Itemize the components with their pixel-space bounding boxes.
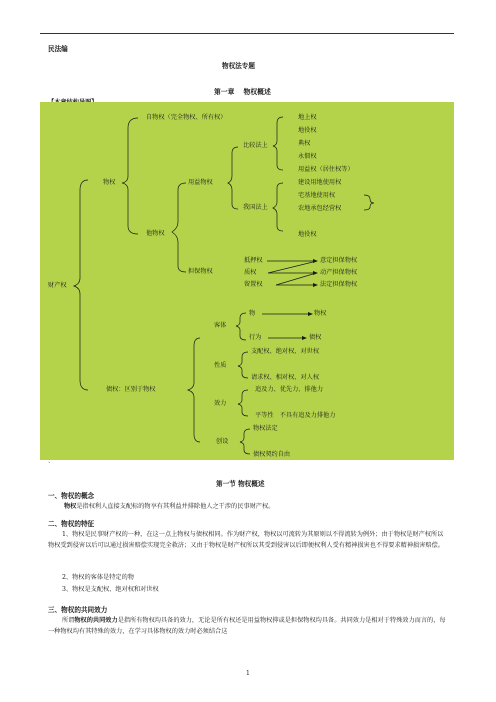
db-left: 抵押权 xyxy=(244,257,263,264)
concept-lead: 物权 xyxy=(64,503,77,510)
map-xiaoli: 效力 xyxy=(214,400,227,407)
stray-mark: ` xyxy=(48,462,52,469)
map-tawu: 他物权 xyxy=(146,230,165,237)
map-root: 财产权 xyxy=(48,282,67,289)
feature-item-3: 3、物权是支配权、绝对权和对世权 xyxy=(62,586,159,593)
effect-pre: 所谓 xyxy=(62,617,75,624)
effect-paragraph xyxy=(48,616,448,637)
concept-text xyxy=(64,503,274,511)
keti-wu: 物 xyxy=(249,310,256,317)
section-title: 第一节 物权概述 xyxy=(216,480,265,488)
map-bijiaofa: 比较法上 xyxy=(243,142,268,149)
concept-body: 是指权利人直接支配标的物享有其利益并排除他人之干涉的民事财产权。 xyxy=(76,503,275,510)
keti-wuquan: 物权 xyxy=(314,310,327,317)
effect-lead: 物权的共同效力 xyxy=(74,617,118,624)
map-diyi: 地役权 xyxy=(298,231,317,238)
heading-concept: 一、物权的概念 xyxy=(48,492,95,500)
bj-item: 用益权（居住权等） xyxy=(298,166,354,173)
top-rule xyxy=(40,33,454,34)
map-xingzhi: 性质 xyxy=(214,362,227,369)
keti-xingwei: 行为 xyxy=(249,334,262,341)
map-woguofa: 我国法上 xyxy=(243,204,268,211)
db-right: 法定担保物权 xyxy=(320,281,358,288)
xz-1: 支配权、绝对权、对世权 xyxy=(251,348,320,355)
db-left: 留置权 xyxy=(244,281,263,288)
section-label: 民法编 xyxy=(48,45,68,53)
xl-2: 平等性 不具有追及力排他力 xyxy=(255,412,336,419)
db-right: 意定担保物权 xyxy=(320,257,358,264)
xl-1: 追及力、优先力、排他力 xyxy=(255,386,324,393)
map-danbao: 担保物权 xyxy=(188,268,213,275)
keti-zhaiquan: 债权 xyxy=(309,334,322,341)
topic-title: 物权法专题 xyxy=(222,62,255,70)
db-right: 动产担保物权 xyxy=(320,269,358,276)
bj-item: 典权 xyxy=(298,140,311,147)
map-yongyi: 用益物权 xyxy=(188,179,213,186)
bj-item: 永佃权 xyxy=(298,153,317,160)
xz-2: 请求权、相对权、对人权 xyxy=(251,374,320,381)
chapter-title: 第一章 物权概述 xyxy=(214,88,271,96)
cs-2: 债权契约自由 xyxy=(253,451,291,458)
effect-body: 是指所有物权均具备的效力，无论是所有权还是用益物权抑或是担保物权均具备。共同效力是相对于特殊效力而言的，每一种物权均有其特殊的效力，在学习具体物权的效力时必须结合这 xyxy=(48,617,446,635)
page-number: 1 xyxy=(246,670,250,677)
heading-effect: 三、物权的共同效力 xyxy=(48,606,108,614)
wg-item: 建设用地使用权 xyxy=(298,179,342,186)
db-left: 质权 xyxy=(244,269,257,276)
map-chuangshe: 创设 xyxy=(216,438,229,445)
wg-item: 农地承包经营权 xyxy=(298,205,342,212)
map-keti: 客体 xyxy=(214,322,227,329)
map-wuquan: 物权 xyxy=(103,179,116,186)
map-zhaiquan: 债权：区别于物权 xyxy=(106,386,156,393)
feature-item-2: 2、物权的客体是特定的物 xyxy=(62,574,134,581)
heading-features: 二、物权的特征 xyxy=(48,520,95,528)
feature-paragraph-1: 1、物权是民事财产权的一种，在这一点上物权与债权相同。作为财产权，物权以可流转为其原则以不得流转为例外；由于物权是财产权所以物权受到侵害以后可以通过损害赔偿实现完全救济；又由于物权是财产权所以其受到侵害以后即便权利人受有精神损害也不得要求精神损害赔偿。 xyxy=(48,531,444,549)
map-zizhu: 自物权（完全物权、所有权） xyxy=(146,114,227,121)
wg-item: 宅基地使用权 xyxy=(298,192,336,199)
bj-item: 地役权 xyxy=(298,127,317,134)
cs-1: 物权法定 xyxy=(253,425,278,432)
bj-item: 地上权 xyxy=(298,114,317,121)
